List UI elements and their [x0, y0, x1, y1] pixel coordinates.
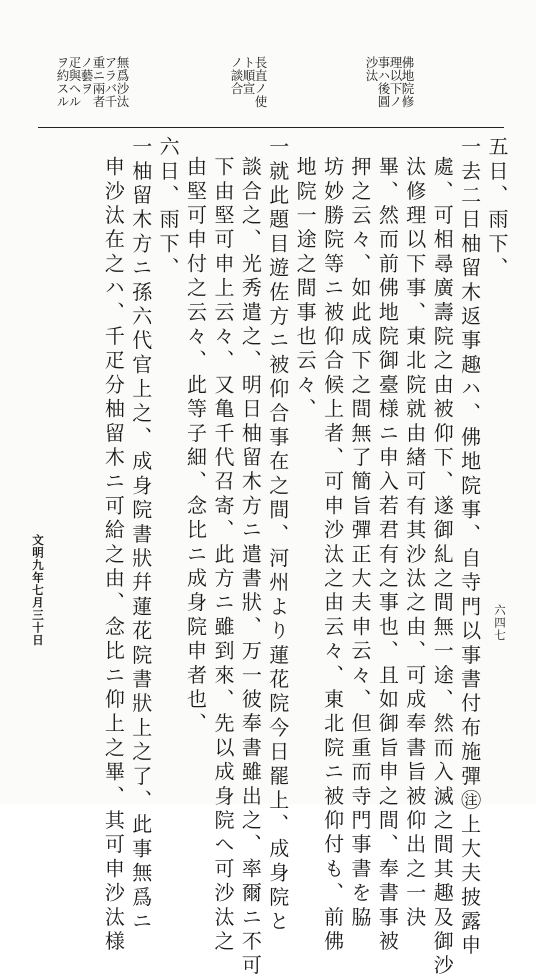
page-number: 六四七	[493, 604, 507, 642]
text-column: 汰修理以下事、東北院就由緖可有其沙汰之由、可成奉書旨被仰出之一決	[402, 156, 427, 931]
text-column: 處、可相尋廣壽院之由被仰下、遂御糺之間無一途、然而入滅之間其趣及御沙	[430, 156, 455, 979]
headnote-line: 理以下ノ	[388, 56, 403, 108]
text-column: 由堅可申付之云々、此等子細、念比ニ成身院申者也、	[183, 156, 208, 737]
headnote-line: ノ藝ヲ	[79, 56, 94, 95]
text-column: 下由堅可申上云々、又亀千代召寄、此方ニ雖到來、先以成身院へ可沙汰之	[210, 156, 235, 955]
text-column: 押之云々、如此成下之間無了簡旨彈正大夫申云々、但重而寺門事書を脇	[347, 156, 372, 931]
date-heading: 五日、雨下、	[485, 136, 509, 282]
text-column: 一就此題目遊佐方ニ被仰合事在之間、河州より蓮花院今日罷上、成身院と	[265, 136, 290, 935]
headnote-line: アラバ千	[103, 56, 118, 108]
headnote-line: ヲ約スル	[55, 56, 70, 108]
headnote-line: ノ談合	[229, 56, 244, 95]
headnote-line: 事ハ後圓	[376, 56, 391, 108]
headnote-3	[56, 56, 128, 128]
headnote-line: 重ニ兩者	[91, 56, 106, 108]
headnote-1	[365, 56, 413, 128]
headnote-2	[230, 56, 266, 128]
headnote-line: 疋與ヘル	[67, 56, 82, 108]
headnote-line: 無爲沙汰	[115, 56, 130, 108]
text-column: 地院一途之間事也云々、	[293, 156, 318, 423]
main-text	[40, 136, 510, 979]
headnote-line: 長直ノ使	[253, 56, 268, 108]
text-column: 畢、然而前佛地院御臺様ニ申入若君有之事也、且如御旨申之間、奉書事被	[375, 156, 400, 955]
date-heading: 六日、雨下、	[156, 136, 181, 282]
date-label: 文明九年七月三十日	[31, 534, 45, 647]
headnote-line: 沙汰	[364, 56, 379, 82]
text-column: 坊妙勝院等ニ被仰合候上者、可申沙汰之由云々、東北院ニ被仰付も、前佛	[320, 156, 345, 955]
header-divider	[38, 127, 504, 128]
text-column: 一柚留木方ニ孫六代官上之、成身院書狀幷蓮花院書狀上之了、此事無爲ニ	[128, 136, 153, 935]
headnote-line: 佛地院修	[400, 56, 415, 108]
headnote-line: ト順宣	[241, 56, 256, 95]
text-column: 談合之、光秀遣之、明日柚留木方ニ遣書狀、万一彼奉書雖出之、率爾ニ不可	[238, 156, 263, 979]
text-column: 一去二日柚留木返事趣ハ、佛地院事、自寺門以事書付布施彈㊟上大夫披露申	[457, 136, 482, 959]
text-column: 申沙汰在之ハ、千疋分柚留木ニ可給之由、念比ニ仰上之畢、其可申沙汰様	[101, 156, 126, 955]
